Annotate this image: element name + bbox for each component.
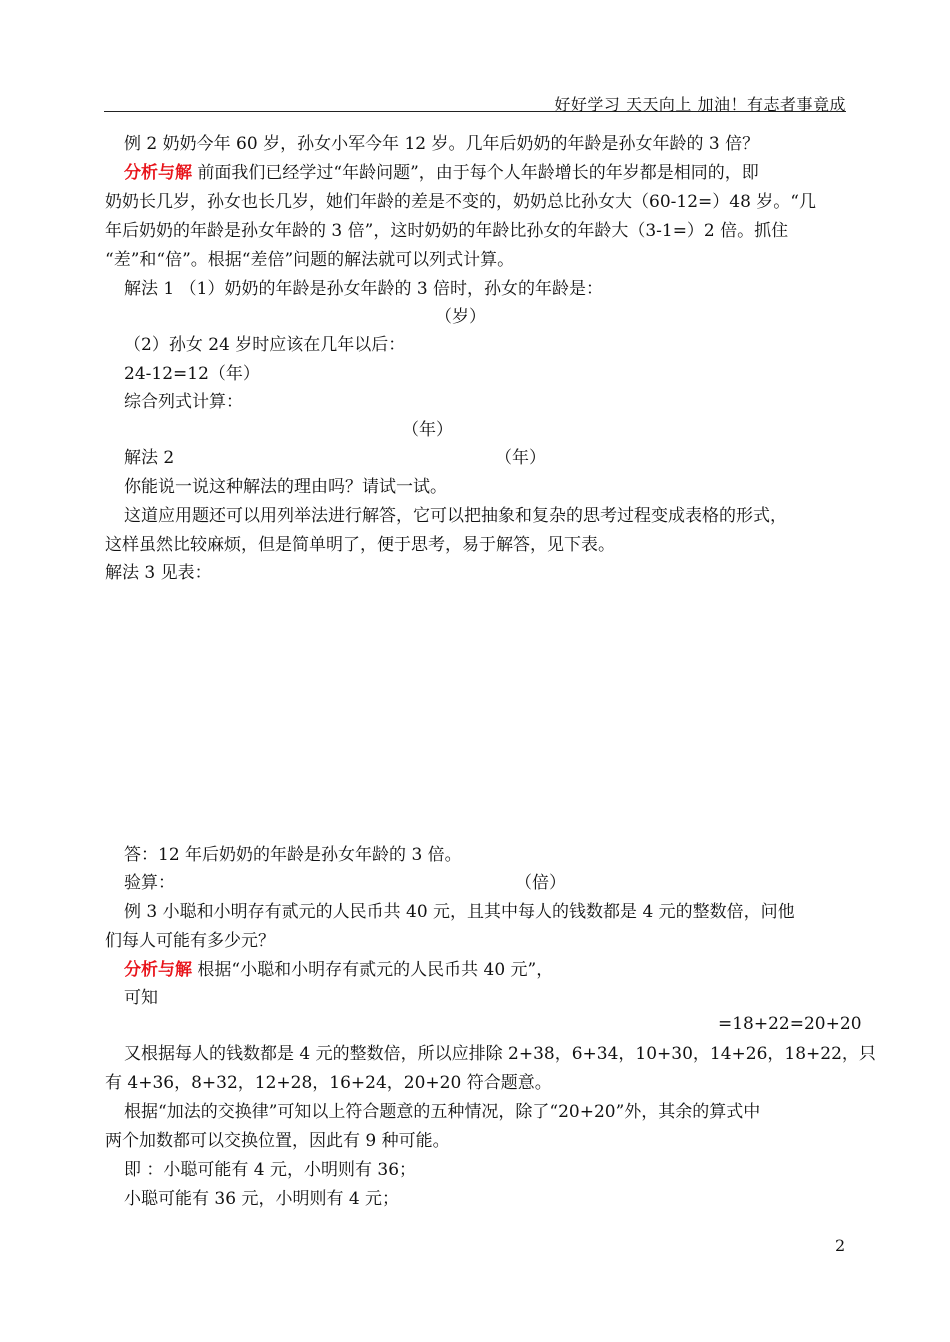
analysis-text: 根据“小聪和小明存有贰元的人民币共 40 元”， [192, 960, 554, 980]
analysis-line-5 [124, 960, 553, 980]
analysis-label: 分析与解 [124, 960, 192, 980]
commutative-line-1: 根据“加法的交换律”可知以上符合题意的五种情况，除了“20+20”外，其余的算式中 [124, 1102, 761, 1122]
method-1-unit-years: （岁） [435, 307, 486, 327]
verification-unit: （倍） [515, 873, 566, 893]
analysis-line-4: “差”和“倍”。根据“差倍”问题的解法就可以列式计算。 [105, 250, 515, 270]
method-3-label: 解法 3 见表： [105, 563, 212, 583]
exclusion-line-1: 又根据每人的钱数都是 4 元的整数倍，所以应排除 2+38，6+34，10+30，14+26，18+22，只 [124, 1044, 876, 1064]
analysis-line-2: 奶奶长几岁，孙女也长几岁，她们年龄的差是不变的，奶奶总比孙女大（60-12=）48 岁。“几 [105, 192, 816, 212]
enumeration-intro-1: 这道应用题还可以用列举法进行解答，它可以把抽象和复杂的思考过程变成表格的形式， [124, 506, 787, 526]
method-1-calculation: 24-12=12（年） [124, 364, 260, 384]
page-header: 好好学习 天天向上 加油！有志者事竟成 [554, 95, 846, 114]
combined-formula-label: 综合列式计算： [124, 392, 243, 412]
page-number: 2 [835, 1236, 846, 1255]
combined-formula-unit: （年） [402, 420, 453, 440]
method-2-label: 解法 2 [124, 448, 175, 468]
analysis-line-3: 年后奶奶的年龄是孙女年龄的 3 倍”，这时奶奶的年龄比孙女的年龄大（3-1=）2 倍。抓住 [105, 221, 789, 241]
answer-line: 答：12 年后奶奶的年龄是孙女年龄的 3 倍。 [124, 845, 462, 865]
example-3-question-1: 例 3 小聪和小明存有贰元的人民币共 40 元，且其中每人的钱数都是 4 元的整数倍，问他 [124, 902, 795, 922]
header-divider [104, 111, 846, 112]
method-2-unit: （年） [495, 448, 546, 468]
deduction-label: 可知 [124, 988, 158, 1008]
method-1-step-2: （2）孙女 24 岁时应该在几年以后： [124, 335, 406, 355]
analysis-line-1 [124, 163, 759, 183]
reasoning-prompt: 你能说一说这种解法的理由吗？请试一试。 [124, 477, 447, 497]
case-line-1: 即 ：小聪可能有 4 元，小明则有 36； [124, 1160, 417, 1180]
example-2-question: 例 2 奶奶今年 60 岁，孙女小军今年 12 岁。几年后奶奶的年龄是孙女年龄的 3 倍？ [124, 134, 760, 154]
commutative-line-2: 两个加数都可以交换位置，因此有 9 种可能。 [105, 1131, 450, 1151]
method-1-step-1: 解法 1 （1）奶奶的年龄是孙女年龄的 3 倍时，孙女的年龄是： [124, 279, 604, 299]
enumeration-intro-2: 这样虽然比较麻烦，但是简单明了，便于思考，易于解答，见下表。 [105, 535, 615, 555]
analysis-label: 分析与解 [124, 163, 192, 183]
case-line-2: 小聪可能有 36 元，小明则有 4 元； [124, 1189, 400, 1209]
exclusion-line-2: 有 4+36，8+32，12+28，16+24，20+20 符合题意。 [105, 1073, 552, 1093]
analysis-text: 前面我们已经学过“年龄问题”，由于每个人年龄增长的年岁都是相同的，即 [192, 163, 759, 183]
verification-label: 验算： [124, 873, 175, 893]
example-3-question-2: 们每人可能有多少元？ [105, 931, 275, 951]
sum-equation: =18+22=20+20 [718, 1014, 862, 1034]
